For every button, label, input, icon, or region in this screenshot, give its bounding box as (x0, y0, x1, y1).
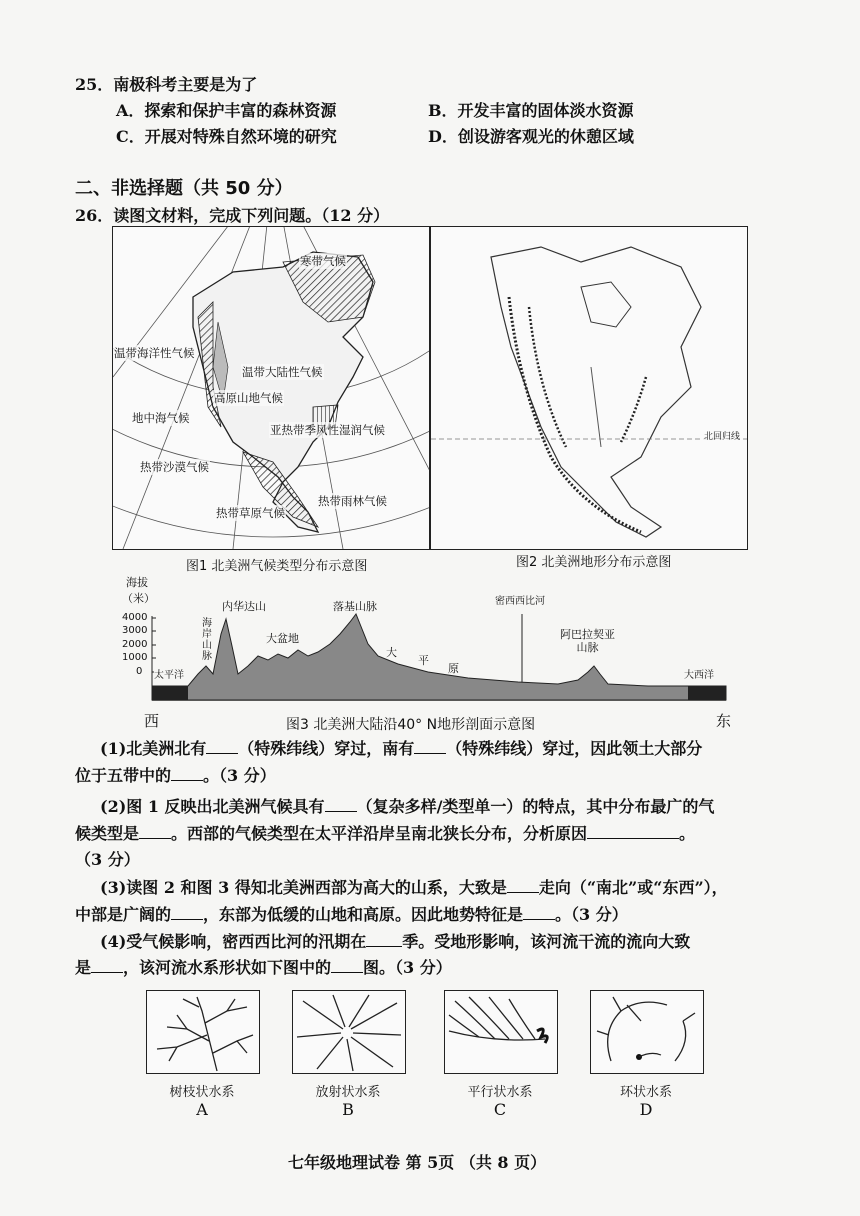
east-label: 东 (716, 712, 732, 730)
subq2-text-a: (2)图 1 反映出北美洲气候具有 (100, 797, 325, 816)
subq4-text-e: 图。（3 分） (363, 958, 452, 977)
q26-stem: 26．读图文材料，完成下列问题。（12 分） (75, 206, 390, 225)
page-footer: 七年级地理试卷 第 5页 （共 8 页） (288, 1153, 547, 1172)
subq1-text-d: 位于五带中的 (75, 766, 172, 785)
y-tick-3000: 3000 (122, 625, 148, 636)
y-tick-4000: 4000 (122, 612, 148, 623)
climate-map (112, 226, 430, 550)
label-continental-climate: 温带大陆性气候 (242, 365, 323, 379)
atlantic-label: 大西洋 (684, 666, 714, 681)
subq2-points: （3 分） (75, 850, 140, 869)
subq4-text-b: 季。受地形影响，该河流干流的流向大致 (402, 932, 691, 951)
subq4-line2 (75, 956, 452, 980)
label-savanna-climate: 热带草原气候 (216, 506, 285, 520)
dendritic-river-drawing (147, 991, 259, 1073)
section-heading: 二、非选择题（共 50 分） (75, 178, 293, 199)
label-highland-climate: 高原山地气候 (214, 391, 283, 405)
plains-label-2: 平 (418, 654, 429, 667)
label-desert-climate: 热带沙漠气候 (140, 460, 209, 474)
river-a-letter: A (196, 1100, 208, 1119)
y-axis-label: 海拔 (126, 576, 148, 589)
subq2-line1 (100, 795, 714, 819)
q25-option-b[interactable]: B．开发丰富的固体淡水资源 (428, 101, 634, 120)
label-marine-climate: 温带海洋性气候 (114, 346, 195, 360)
river-d-name: 环状水系 (619, 1085, 672, 1100)
subq1-blank-south[interactable] (414, 739, 446, 754)
subq4-text-d: ，该河流水系形状如下图中的 (123, 958, 332, 977)
appalachian-label: 阿巴拉契亚 山脉 (560, 628, 615, 654)
subq3-text-c: 中部是广阔的 (75, 905, 172, 924)
parallel-river-diagram[interactable] (444, 990, 558, 1074)
coast-range-label: 海 岸 山 脉 (202, 618, 212, 662)
q25-stem: 25．南极科考主要是为了 (75, 75, 258, 94)
subq2-blank-type[interactable] (139, 824, 171, 839)
subq4-text-c: 是 (75, 958, 92, 977)
label-mediterranean-climate: 地中海气候 (132, 411, 190, 425)
subq1-blank-north[interactable] (206, 739, 238, 754)
subq3-blank-middle[interactable] (171, 905, 203, 920)
subq2-text-e: 。 (679, 824, 696, 843)
fig3-caption: 图3 北美洲大陆沿40° N地形剖面示意图 (286, 717, 536, 733)
subq1-text-a: (1)北美洲北有 (100, 739, 207, 758)
subq4-blank-figure[interactable] (331, 958, 363, 973)
river-b-name: 放射状水系 (315, 1085, 381, 1100)
subq3-text-d: ，东部为低缓的山地和高原。因此地势特征是 (203, 905, 524, 924)
parallel-river-drawing (445, 991, 557, 1073)
subq1-line1 (100, 737, 702, 761)
y-tick-1000: 1000 (122, 652, 148, 663)
river-a-name: 树枝状水系 (169, 1085, 235, 1100)
great-basin-label: 大盆地 (266, 632, 299, 645)
subq1-text-c: （特殊纬线）穿过，因此领土大部分 (446, 739, 703, 758)
subq1-line2 (75, 764, 276, 788)
pacific-label: 太平洋 (154, 666, 184, 681)
river-d-letter: D (639, 1100, 653, 1119)
subq4-blank-flow[interactable] (91, 958, 123, 973)
y-tick-2000: 2000 (122, 639, 148, 650)
cross-section-figure (118, 574, 732, 732)
fig1-caption: 图1 北美洲气候类型分布示意图 (186, 559, 368, 574)
q25-option-c[interactable]: C．开展对特殊自然环境的研究 (116, 127, 337, 146)
subq4-blank-season[interactable] (366, 932, 402, 947)
y-tick-0: 0 (136, 666, 143, 677)
label-subtropical-climate: 亚热带季风性湿润气候 (270, 423, 385, 437)
terrain-map-drawing (431, 227, 747, 549)
y-axis-unit: （米） (122, 592, 155, 605)
rocky-mountains-label: 落基山脉 (333, 600, 377, 613)
ring-river-drawing (591, 991, 703, 1073)
subq4-text-a: (4)受气候影响，密西西比河的汛期在 (100, 932, 367, 951)
subq3-line2 (75, 903, 628, 927)
fig2-caption: 图2 北美洲地形分布示意图 (516, 555, 672, 570)
mississippi-label: 密西西比河 (495, 596, 545, 607)
subq2-text-c: 候类型是 (75, 824, 140, 843)
subq3-text-a: (3)读图 2 和图 3 得知北美洲西部为高大的山系，大致是 (100, 878, 507, 897)
subq2-text-d: 。西部的气候类型在太平洋沿岸呈南北狭长分布，分析原因 (171, 824, 588, 843)
subq2-text-b: （复杂多样/类型单一）的特点，其中分布最广的气 (356, 797, 715, 816)
subq3-line1 (100, 876, 728, 900)
subq2-line2 (75, 822, 695, 846)
q25-option-d[interactable]: D．创设游客观光的休憩区域 (428, 127, 634, 146)
subq3-text-b: 走向（“南北”或“东西”）， (538, 878, 728, 897)
subq3-text-e: 。（3 分） (555, 905, 628, 924)
radial-river-drawing (293, 991, 405, 1073)
label-cold-climate: 寒带气候 (300, 254, 346, 268)
q25-option-a[interactable]: A．探索和保护丰富的森林资源 (116, 101, 337, 120)
ring-river-diagram[interactable] (590, 990, 704, 1074)
subq2-blank-reason[interactable] (587, 824, 679, 839)
subq1-text-e: 。（3 分） (203, 766, 276, 785)
plains-label-3: 原 (448, 662, 459, 675)
sierra-nevada-label: 内华达山 (222, 600, 266, 613)
subq3-blank-terrain[interactable] (523, 905, 555, 920)
subq3-blank-direction[interactable] (507, 878, 539, 893)
west-label: 西 (144, 712, 160, 730)
subq1-text-b: （特殊纬线）穿过，南有 (238, 739, 415, 758)
terrain-map (430, 226, 748, 550)
river-c-letter: C (493, 1100, 507, 1119)
plains-label-1: 大 (386, 646, 397, 659)
dendritic-river-diagram[interactable] (146, 990, 260, 1074)
subq1-blank-zone[interactable] (171, 766, 203, 781)
river-b-letter: B (342, 1100, 354, 1119)
label-rainforest-climate: 热带雨林气候 (318, 494, 387, 508)
subq2-blank-feature[interactable] (325, 797, 357, 812)
subq4-line1 (100, 930, 690, 954)
radial-river-diagram[interactable] (292, 990, 406, 1074)
tropic-of-cancer-label: 北回归线 (703, 429, 741, 442)
river-c-name: 平行状水系 (467, 1085, 533, 1100)
